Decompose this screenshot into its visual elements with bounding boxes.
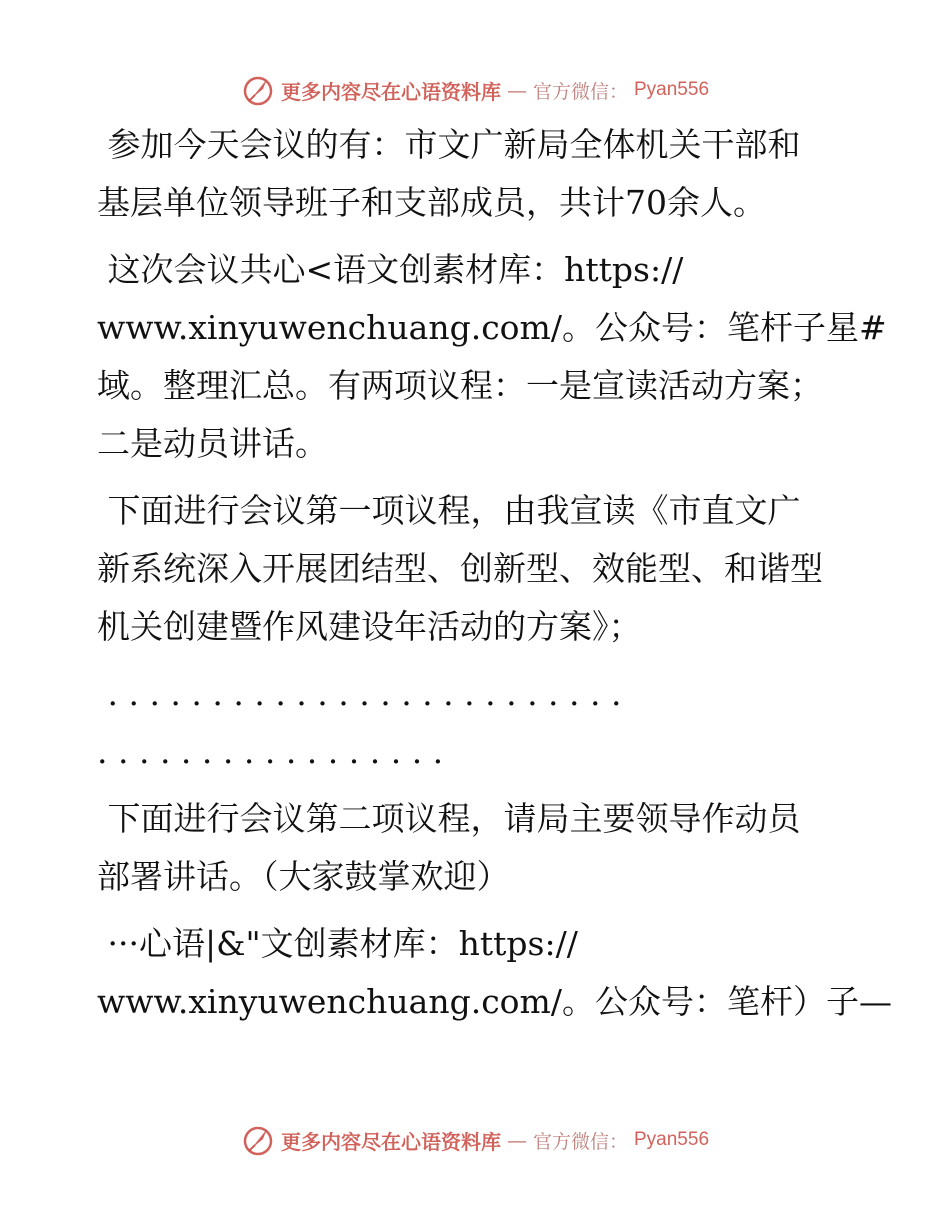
watermark-main-text: 更多内容尽在心语资料库 [280,79,501,104]
text-line: 机关创建暨作风建设年活动的方案》； [97,607,642,646]
watermark-wechat-id: Pyan556 [634,1129,710,1150]
watermark-wechat-id: Pyan556 [634,79,710,100]
text-line: 二是动员讲话。 [97,424,328,463]
text-line: ···心语|&"文创素材库：https:// [97,924,578,963]
paragraph-agenda [97,241,887,473]
text-line: 这次会议共心<语文创素材库：https:// [97,250,684,289]
quill-pen-logo-icon [241,1123,275,1157]
text-line: 下面进行会议第一项议程，由我宣读《市直文广 [97,491,801,530]
paragraph-second-item [97,790,877,906]
footer-watermark-inner [241,1123,709,1157]
paragraph-source [97,915,892,1031]
text-line: 下面进行会议第二项议程，请局主要领导作动员 [97,799,801,838]
text-line: www.xinyuwenchuang.com/。公众号：笔杆子星# [97,308,887,347]
quill-pen-logo-icon [241,73,275,107]
watermark-separator: — [506,1128,527,1152]
watermark-wechat-label: 官方微信： [532,80,628,103]
watermark-main-text: 更多内容尽在心语资料库 [280,1129,501,1154]
footer-watermark-banner [0,1120,950,1160]
text-line: 参加今天会议的有：市文广新局全体机关干部和 [97,125,801,164]
paragraph-attendees [97,116,877,232]
header-watermark-inner [241,73,709,107]
text-line: 部署讲话。（大家鼓掌欢迎） [97,857,510,896]
paragraph-ellipsis [97,665,877,781]
document-body [97,116,892,1040]
text-line: . . . . . . . . . . . . . . . . . . . . . . . . . [97,674,622,713]
text-line: . . . . . . . . . . . . . . . . . [97,732,444,771]
paragraph-first-item [97,482,877,656]
text-line: 新系统深入开展团结型、创新型、效能型、和谐型 [97,549,823,588]
watermark-separator: — [506,78,527,102]
text-line: 基层单位领导班子和支部成员，共计70余人。 [97,183,766,222]
watermark-wechat-label: 官方微信： [532,1130,628,1153]
text-line: 域。整理汇总。有两项议程：一是宣读活动方案； [97,366,823,405]
header-watermark-banner [0,70,950,110]
text-line: www.xinyuwenchuang.com/。公众号：笔杆）子— [97,982,892,1021]
